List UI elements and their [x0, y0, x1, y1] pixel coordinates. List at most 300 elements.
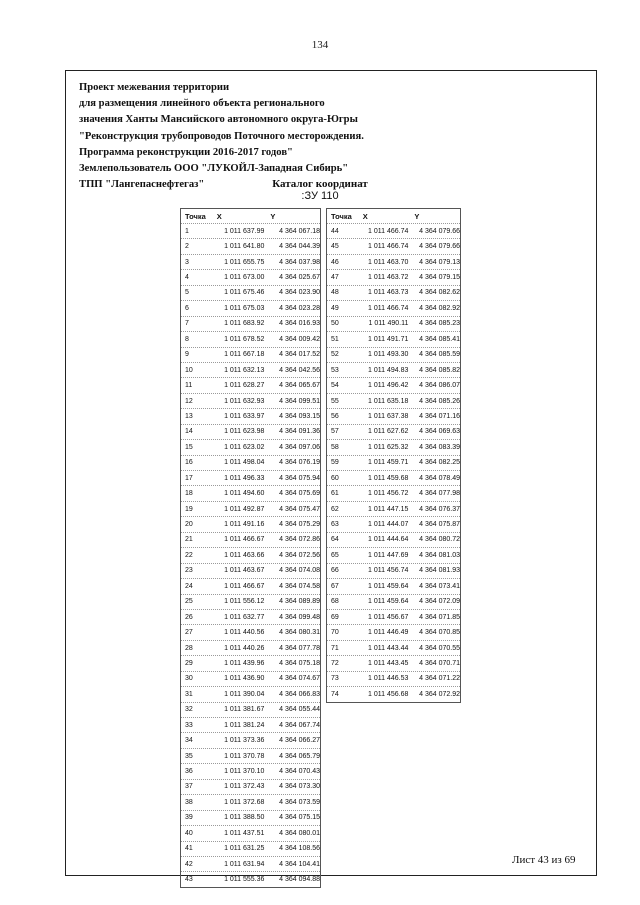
y-cell: 4 364 044.39 — [279, 243, 321, 251]
table-row — [181, 362, 320, 377]
x-cell: 1 011 631.94 — [224, 860, 265, 868]
x-cell: 1 011 632.93 — [224, 397, 265, 405]
y-cell: 4 364 077.78 — [279, 644, 321, 652]
point-cell: 8 — [185, 335, 189, 343]
x-cell: 1 011 491.71 — [368, 335, 409, 343]
column-header-y: Y — [270, 211, 276, 221]
point-cell: 10 — [185, 366, 193, 374]
point-cell: 38 — [185, 798, 193, 806]
table-row — [181, 300, 320, 315]
y-cell: 4 364 071.16 — [419, 412, 460, 420]
y-cell: 4 364 081.03 — [419, 551, 460, 559]
table-row — [181, 578, 320, 593]
table-row — [327, 331, 460, 346]
point-cell: 12 — [185, 397, 193, 405]
x-cell: 1 011 372.68 — [224, 798, 265, 806]
y-cell: 4 364 079.15 — [419, 274, 460, 282]
point-cell: 2 — [185, 243, 189, 251]
table-row — [181, 717, 320, 732]
point-cell: 21 — [185, 536, 193, 544]
point-cell: 39 — [185, 814, 193, 822]
point-cell: 48 — [331, 289, 339, 297]
point-cell: 4 — [185, 274, 189, 282]
x-cell: 1 011 437.51 — [224, 829, 265, 837]
x-cell: 1 011 459.64 — [368, 598, 409, 606]
point-cell: 26 — [185, 613, 193, 621]
y-cell: 4 364 074.08 — [279, 567, 321, 575]
x-cell: 1 011 625.32 — [368, 443, 409, 451]
table-row — [181, 732, 320, 747]
x-cell: 1 011 635.18 — [368, 397, 409, 405]
sheet-footer: Лист 43 из 69 — [512, 854, 576, 866]
x-cell: 1 011 444.64 — [368, 536, 409, 544]
table-row — [327, 439, 460, 454]
table-row — [327, 223, 460, 238]
column-header-x: X — [362, 211, 368, 221]
table-row — [327, 671, 460, 686]
x-cell: 1 011 491.16 — [224, 521, 265, 529]
y-cell: 4 364 037.98 — [279, 258, 321, 266]
x-cell: 1 011 456.67 — [368, 613, 409, 621]
point-cell: 58 — [331, 443, 339, 451]
column-header-x: X — [216, 211, 222, 221]
table-row — [327, 238, 460, 253]
point-cell: 68 — [331, 598, 339, 606]
table-row — [327, 516, 460, 531]
point-cell: 53 — [331, 366, 339, 374]
header-line: значения Ханты Мансийского автономного округа-Югры — [79, 114, 358, 126]
y-cell: 4 364 097.06 — [279, 443, 321, 451]
table-row — [327, 347, 460, 362]
y-cell: 4 364 082.25 — [419, 459, 460, 467]
y-cell: 4 364 067.74 — [279, 721, 321, 729]
y-cell: 4 364 072.92 — [419, 690, 460, 698]
point-cell: 6 — [185, 304, 189, 312]
x-cell: 1 011 459.64 — [368, 582, 409, 590]
coordinates-table-left — [180, 208, 321, 888]
table-row — [327, 455, 460, 470]
point-cell: 11 — [185, 382, 193, 390]
y-cell: 4 364 079.66 — [419, 243, 460, 251]
point-cell: 50 — [331, 320, 339, 328]
table-row — [327, 362, 460, 377]
x-cell: 1 011 623.02 — [224, 443, 265, 451]
table-row — [181, 316, 320, 331]
x-cell: 1 011 466.67 — [224, 582, 265, 590]
table-row — [181, 686, 320, 701]
x-cell: 1 011 456.72 — [368, 490, 409, 498]
table-row — [327, 624, 460, 639]
point-cell: 59 — [331, 459, 339, 467]
table-row — [181, 501, 320, 516]
x-cell: 1 011 494.83 — [368, 366, 409, 374]
x-cell: 1 011 444.07 — [368, 521, 409, 529]
y-cell: 4 364 076.19 — [279, 459, 321, 467]
table-row — [181, 609, 320, 624]
point-cell: 41 — [185, 845, 193, 853]
point-cell: 70 — [331, 629, 339, 637]
y-cell: 4 364 042.56 — [279, 366, 321, 374]
y-cell: 4 364 074.58 — [279, 582, 321, 590]
point-cell: 31 — [185, 690, 193, 698]
y-cell: 4 364 071.85 — [419, 613, 460, 621]
y-cell: 4 364 108.56 — [279, 845, 321, 853]
table-row — [181, 238, 320, 253]
x-cell: 1 011 446.49 — [368, 629, 409, 637]
x-cell: 1 011 496.42 — [368, 382, 409, 390]
x-cell: 1 011 466.74 — [368, 304, 409, 312]
table-row — [181, 470, 320, 485]
point-cell: 63 — [331, 521, 339, 529]
x-cell: 1 011 632.13 — [224, 366, 265, 374]
y-cell: 4 364 070.43 — [279, 768, 321, 776]
x-cell: 1 011 446.53 — [368, 675, 409, 683]
point-cell: 7 — [185, 320, 189, 328]
y-cell: 4 364 016.93 — [279, 320, 321, 328]
y-cell: 4 364 067.18 — [279, 227, 321, 235]
table-row — [181, 871, 320, 886]
x-cell: 1 011 493.30 — [368, 351, 409, 359]
page-number: 134 — [311, 39, 329, 51]
x-cell: 1 011 623.98 — [224, 428, 265, 436]
table-row — [327, 485, 460, 500]
x-cell: 1 011 440.26 — [224, 644, 265, 652]
y-cell: 4 364 081.93 — [419, 567, 460, 575]
x-cell: 1 011 675.46 — [224, 289, 265, 297]
table-row — [181, 347, 320, 362]
x-cell: 1 011 466.74 — [368, 227, 409, 235]
y-cell: 4 364 025.67 — [279, 274, 321, 282]
table-row — [181, 455, 320, 470]
point-cell: 17 — [185, 474, 193, 482]
point-cell: 44 — [331, 227, 339, 235]
y-cell: 4 364 080.72 — [419, 536, 460, 544]
y-cell: 4 364 085.82 — [419, 366, 460, 374]
table-row — [181, 640, 320, 655]
x-cell: 1 011 678.52 — [224, 335, 265, 343]
point-cell: 71 — [331, 644, 339, 652]
point-cell: 36 — [185, 768, 193, 776]
y-cell: 4 364 075.29 — [279, 521, 321, 529]
y-cell: 4 364 091.36 — [279, 428, 321, 436]
x-cell: 1 011 443.45 — [368, 659, 409, 667]
table-row — [181, 779, 320, 794]
point-cell: 14 — [185, 428, 193, 436]
x-cell: 1 011 655.75 — [224, 258, 265, 266]
y-cell: 4 364 074.67 — [279, 675, 321, 683]
x-cell: 1 011 463.67 — [224, 567, 265, 575]
x-cell: 1 011 667.18 — [224, 351, 265, 359]
x-cell: 1 011 390.04 — [224, 690, 265, 698]
point-cell: 27 — [185, 629, 193, 637]
table-row — [327, 532, 460, 547]
point-cell: 74 — [331, 690, 339, 698]
coordinates-table-right — [326, 208, 461, 703]
y-cell: 4 364 075.69 — [279, 490, 321, 498]
point-cell: 64 — [331, 536, 339, 544]
point-cell: 25 — [185, 598, 193, 606]
y-cell: 4 364 080.31 — [279, 629, 321, 637]
y-cell: 4 364 085.41 — [419, 335, 460, 343]
y-cell: 4 364 065.79 — [279, 752, 321, 760]
x-cell: 1 011 637.38 — [368, 412, 409, 420]
table-row — [181, 856, 320, 871]
y-cell: 4 364 079.66 — [419, 227, 460, 235]
point-cell: 37 — [185, 783, 193, 791]
y-cell: 4 364 085.26 — [419, 397, 460, 405]
x-cell: 1 011 381.67 — [224, 706, 265, 714]
y-cell: 4 364 073.30 — [279, 783, 321, 791]
table-row — [181, 223, 320, 238]
table-row — [181, 485, 320, 500]
point-cell: 18 — [185, 490, 193, 498]
point-cell: 42 — [185, 860, 193, 868]
x-cell: 1 011 637.99 — [224, 227, 265, 235]
x-cell: 1 011 641.80 — [224, 243, 265, 251]
point-cell: 62 — [331, 505, 339, 513]
y-cell: 4 364 075.87 — [419, 521, 460, 529]
x-cell: 1 011 463.73 — [368, 289, 409, 297]
y-cell: 4 364 080.01 — [279, 829, 321, 837]
table-header — [181, 209, 320, 223]
point-cell: 57 — [331, 428, 339, 436]
table-row — [181, 810, 320, 825]
x-cell: 1 011 675.03 — [224, 304, 265, 312]
table-row — [181, 377, 320, 392]
table-row — [327, 547, 460, 562]
point-cell: 43 — [185, 876, 193, 884]
table-row — [327, 424, 460, 439]
y-cell: 4 364 055.44 — [279, 706, 321, 714]
catalog-subtitle: :ЗУ 110 — [301, 190, 339, 202]
y-cell: 4 364 075.47 — [279, 505, 321, 513]
x-cell: 1 011 373.36 — [224, 737, 265, 745]
table-row — [327, 640, 460, 655]
point-cell: 1 — [185, 227, 189, 235]
x-cell: 1 011 556.12 — [224, 598, 265, 606]
point-cell: 73 — [331, 675, 339, 683]
point-cell: 52 — [331, 351, 339, 359]
table-row — [327, 377, 460, 392]
x-cell: 1 011 456.68 — [368, 690, 409, 698]
point-cell: 51 — [331, 335, 339, 343]
x-cell: 1 011 555.36 — [224, 876, 265, 884]
table-row — [327, 594, 460, 609]
x-cell: 1 011 633.97 — [224, 412, 265, 420]
y-cell: 4 364 066.27 — [279, 737, 321, 745]
y-cell: 4 364 023.90 — [279, 289, 321, 297]
point-cell: 24 — [185, 582, 193, 590]
x-cell: 1 011 443.44 — [368, 644, 409, 652]
x-cell: 1 011 494.60 — [224, 490, 265, 498]
point-cell: 60 — [331, 474, 339, 482]
x-cell: 1 011 439.96 — [224, 659, 265, 667]
point-cell: 3 — [185, 258, 189, 266]
y-cell: 4 364 075.15 — [279, 814, 321, 822]
point-cell: 5 — [185, 289, 189, 297]
y-cell: 4 364 070.71 — [419, 659, 460, 667]
table-row — [327, 269, 460, 284]
table-row — [181, 408, 320, 423]
point-cell: 15 — [185, 443, 193, 451]
x-cell: 1 011 370.10 — [224, 768, 265, 776]
y-cell: 4 364 078.49 — [419, 474, 460, 482]
table-row — [327, 300, 460, 315]
y-cell: 4 364 077.98 — [419, 490, 460, 498]
table-row — [181, 624, 320, 639]
table-row — [181, 269, 320, 284]
table-row — [181, 841, 320, 856]
table-row — [181, 331, 320, 346]
y-cell: 4 364 082.92 — [419, 304, 460, 312]
y-cell: 4 364 104.41 — [279, 860, 321, 868]
x-cell: 1 011 463.66 — [224, 551, 265, 559]
y-cell: 4 364 009.42 — [279, 335, 321, 343]
point-cell: 61 — [331, 490, 339, 498]
table-row — [327, 408, 460, 423]
point-cell: 28 — [185, 644, 193, 652]
table-row — [327, 254, 460, 269]
y-cell: 4 364 075.94 — [279, 474, 321, 482]
x-cell: 1 011 632.77 — [224, 613, 265, 621]
point-cell: 33 — [185, 721, 193, 729]
point-cell: 67 — [331, 582, 339, 590]
header-line: "Реконструкция трубопроводов Поточного месторождения. — [79, 130, 364, 142]
point-cell: 47 — [331, 274, 339, 282]
y-cell: 4 364 069.63 — [419, 428, 460, 436]
y-cell: 4 364 085.23 — [419, 320, 460, 328]
point-cell: 9 — [185, 351, 189, 359]
x-cell: 1 011 490.11 — [368, 320, 409, 328]
table-row — [181, 655, 320, 670]
y-cell: 4 364 075.18 — [279, 659, 321, 667]
table-header — [327, 209, 460, 223]
x-cell: 1 011 627.62 — [368, 428, 409, 436]
x-cell: 1 011 372.43 — [224, 783, 265, 791]
y-cell: 4 364 089.89 — [279, 598, 321, 606]
point-cell: 16 — [185, 459, 193, 467]
header-line: Проект межевания территории — [79, 82, 230, 93]
point-cell: 72 — [331, 659, 339, 667]
table-row — [181, 794, 320, 809]
table-row — [181, 424, 320, 439]
y-cell: 4 364 072.86 — [279, 536, 321, 544]
table-row — [327, 686, 460, 701]
column-header-point: Точка — [331, 211, 352, 221]
y-cell: 4 364 099.51 — [279, 397, 321, 405]
table-row — [181, 547, 320, 562]
x-cell: 1 011 388.50 — [224, 814, 265, 822]
table-row — [327, 393, 460, 408]
y-cell: 4 364 066.83 — [279, 690, 321, 698]
x-cell: 1 011 459.68 — [368, 474, 409, 482]
point-cell: 55 — [331, 397, 339, 405]
x-cell: 1 011 381.24 — [224, 721, 265, 729]
table-row — [327, 563, 460, 578]
x-cell: 1 011 498.04 — [224, 459, 265, 467]
table-row — [181, 594, 320, 609]
y-cell: 4 364 070.85 — [419, 629, 460, 637]
x-cell: 1 011 456.74 — [368, 567, 409, 575]
y-cell: 4 364 076.37 — [419, 505, 460, 513]
header-line: для размещения линейного объекта регионального — [79, 98, 325, 110]
y-cell: 4 364 023.28 — [279, 304, 321, 312]
table-row — [181, 393, 320, 408]
table-row — [327, 316, 460, 331]
table-row — [181, 763, 320, 778]
y-cell: 4 364 094.88 — [279, 876, 321, 884]
point-cell: 69 — [331, 613, 339, 621]
column-header-point: Точка — [185, 211, 206, 221]
point-cell: 40 — [185, 829, 193, 837]
x-cell: 1 011 496.33 — [224, 474, 265, 482]
point-cell: 49 — [331, 304, 339, 312]
x-cell: 1 011 370.78 — [224, 752, 265, 760]
point-cell: 34 — [185, 737, 193, 745]
y-cell: 4 364 086.07 — [419, 382, 460, 390]
table-row — [327, 578, 460, 593]
point-cell: 19 — [185, 505, 193, 513]
table-row — [181, 532, 320, 547]
y-cell: 4 364 082.62 — [419, 289, 460, 297]
point-cell: 45 — [331, 243, 339, 251]
table-row — [181, 748, 320, 763]
table-row — [327, 501, 460, 516]
table-row — [181, 516, 320, 531]
x-cell: 1 011 447.15 — [368, 505, 409, 513]
point-cell: 29 — [185, 659, 193, 667]
x-cell: 1 011 436.90 — [224, 675, 265, 683]
x-cell: 1 011 631.25 — [224, 845, 265, 853]
x-cell: 1 011 673.00 — [224, 274, 265, 282]
x-cell: 1 011 447.69 — [368, 551, 409, 559]
point-cell: 20 — [185, 521, 193, 529]
y-cell: 4 364 099.48 — [279, 613, 321, 621]
table-row — [327, 470, 460, 485]
x-cell: 1 011 463.70 — [368, 258, 409, 266]
header-line: ТПП "Лангепаснефтегаз" — [79, 179, 205, 191]
x-cell: 1 011 440.56 — [224, 629, 265, 637]
x-cell: 1 011 492.87 — [224, 505, 265, 513]
y-cell: 4 364 070.55 — [419, 644, 460, 652]
table-row — [181, 702, 320, 717]
table-row — [181, 563, 320, 578]
x-cell: 1 011 459.71 — [368, 459, 409, 467]
point-cell: 46 — [331, 258, 339, 266]
column-header-y: Y — [414, 211, 420, 221]
y-cell: 4 364 065.67 — [279, 382, 321, 390]
point-cell: 22 — [185, 551, 193, 559]
y-cell: 4 364 072.56 — [279, 551, 321, 559]
point-cell: 23 — [185, 567, 193, 575]
table-row — [327, 285, 460, 300]
y-cell: 4 364 017.52 — [279, 351, 321, 359]
table-row — [327, 609, 460, 624]
y-cell: 4 364 072.09 — [419, 598, 460, 606]
table-row — [181, 439, 320, 454]
table-row — [181, 285, 320, 300]
point-cell: 65 — [331, 551, 339, 559]
point-cell: 56 — [331, 412, 339, 420]
y-cell: 4 364 093.15 — [279, 412, 321, 420]
y-cell: 4 364 073.41 — [419, 582, 460, 590]
point-cell: 54 — [331, 382, 339, 390]
y-cell: 4 364 085.59 — [419, 351, 460, 359]
point-cell: 32 — [185, 706, 193, 714]
x-cell: 1 011 463.72 — [368, 274, 409, 282]
table-row — [181, 825, 320, 840]
catalog-title: Каталог координат — [272, 178, 368, 190]
